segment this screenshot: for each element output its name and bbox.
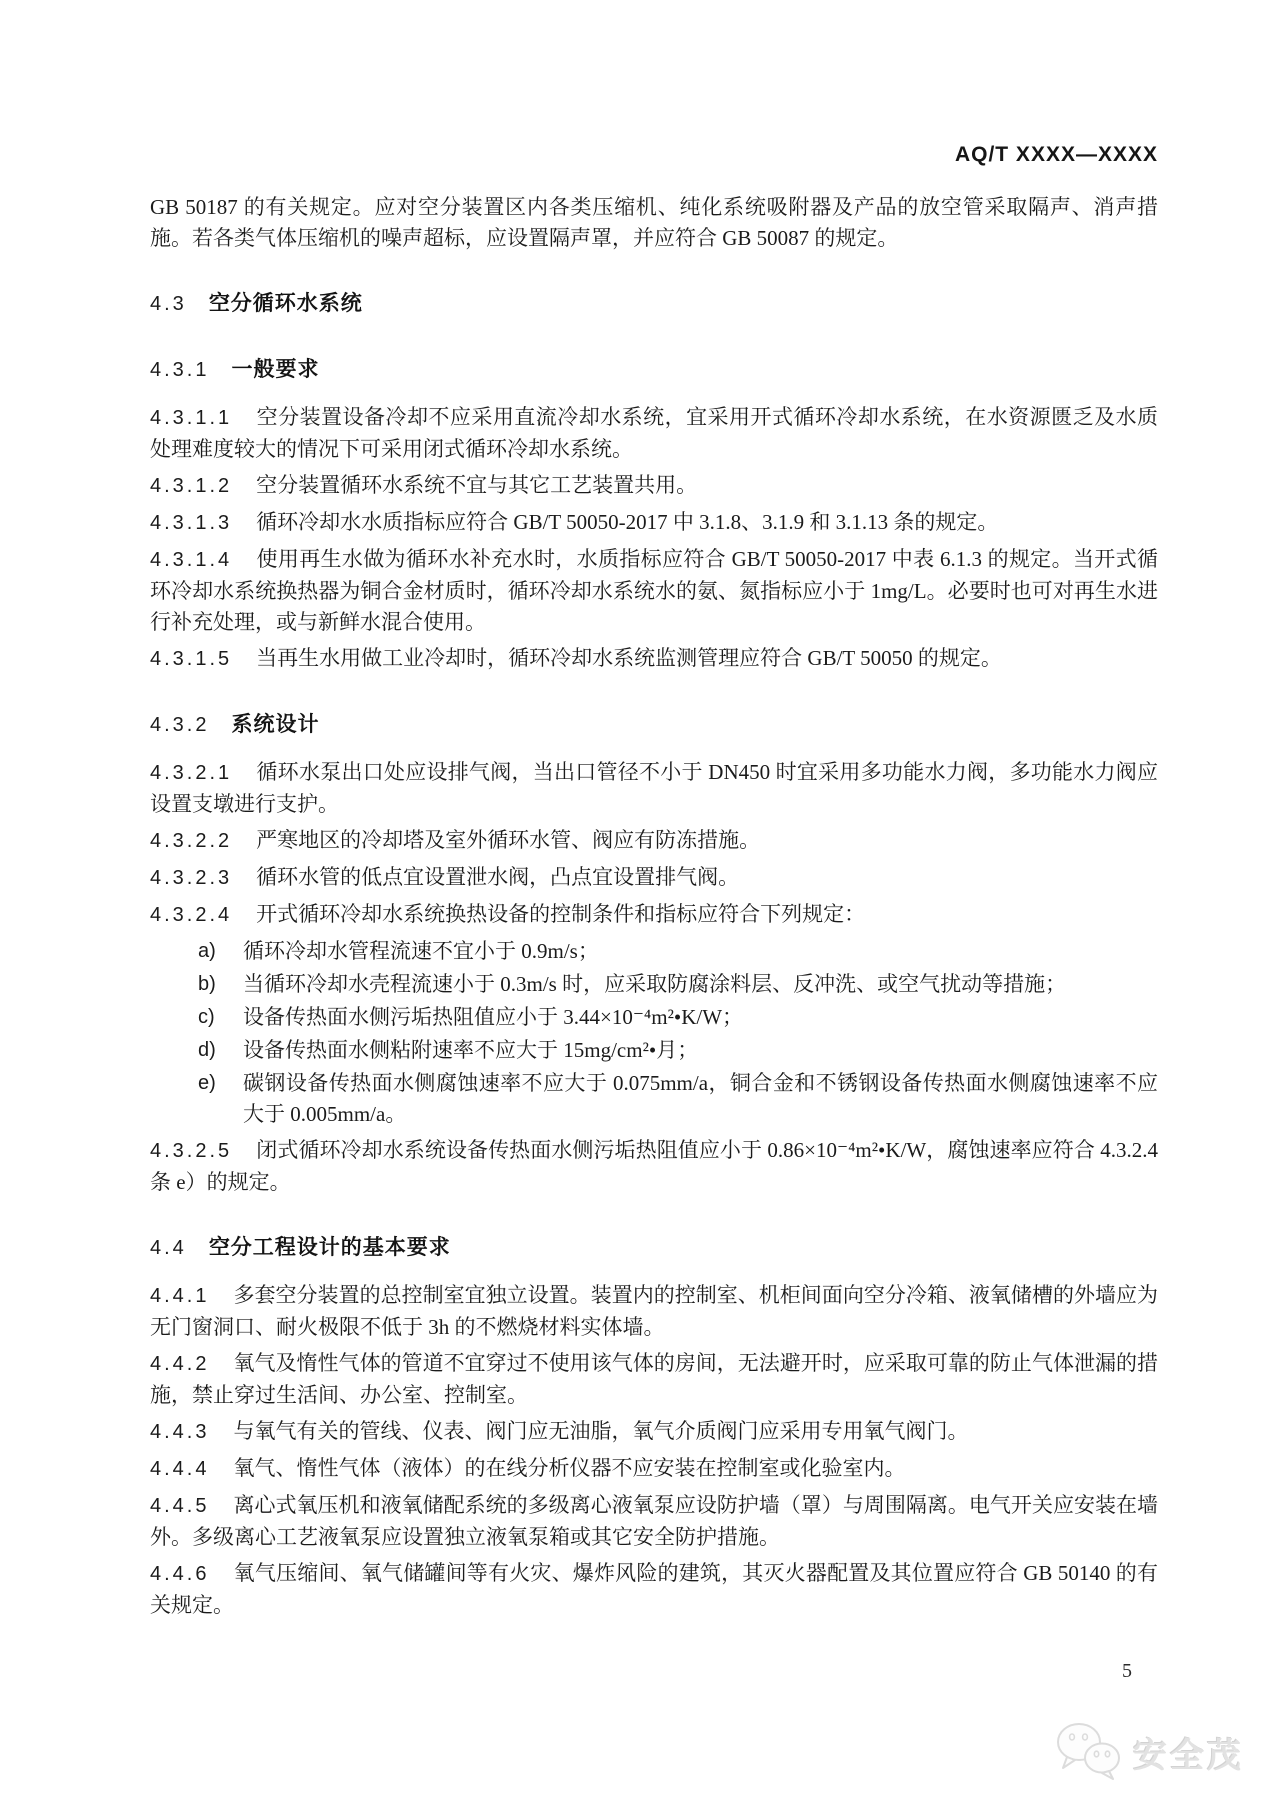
clause-text: 严寒地区的冷却塔及室外循环水管、阀应有防冻措施。 (256, 828, 761, 852)
clause-number: 4.3.2.5 (150, 1140, 233, 1162)
clause-text: 循环水管的低点宜设置泄水阀，凸点宜设置排气阀。 (256, 865, 740, 889)
clause-4-3-2-3 (150, 862, 1158, 894)
list-marker: c) (198, 1006, 215, 1028)
list-item-a (150, 936, 1158, 967)
clause-number: 4.3.2.3 (150, 867, 233, 889)
section-title: 一般要求 (231, 358, 320, 381)
clause-number: 4.4.3 (150, 1421, 210, 1443)
clause-number: 4.4.6 (150, 1563, 210, 1585)
clause-number: 4.3.1.5 (150, 648, 233, 670)
clause-4-4-1 (150, 1280, 1158, 1343)
clause-number: 4.4.1 (150, 1285, 210, 1307)
clause-number: 4.3.1.4 (150, 549, 233, 571)
clause-text: 氧气及惰性气体的管道不宜穿过不使用该气体的房间，无法避开时，应采取可靠的防止气体泄漏的措施，禁止穿过生活间、办公室、控制室。 (150, 1351, 1158, 1407)
clause-text: 循环水泵出口处应设排气阀，当出口管径不小于 DN450 时宜采用多功能水力阀，多功能水力阀应设置支墩进行支护。 (150, 760, 1158, 816)
section-number: 4.3.2 (150, 714, 210, 736)
list-marker: d) (198, 1039, 216, 1061)
clause-4-3-2-1 (150, 757, 1158, 820)
clause-text: 多套空分装置的总控制室宜独立设置。装置内的控制室、机柜间面向空分冷箱、液氧储槽的外墙应为无门窗洞口、耐火极限不低于 3h 的不燃烧材料实体墙。 (150, 1283, 1158, 1339)
clause-text: 使用再生水做为循环水补充水时，水质指标应符合 GB/T 50050-2017 中表 6.1.3 的规定。当开式循环冷却水系统换热器为铜合金材质时，循环冷却水系统水的氨、氮指标应小于 1mg/L。必要时也可对再生水进行补充处理，或与新鲜水混合使用。 (150, 547, 1158, 634)
clause-4-4-2 (150, 1348, 1158, 1411)
section-heading-4-4 (150, 1232, 1158, 1264)
list-marker: a) (198, 940, 216, 962)
wechat-bubbles-icon (1053, 1720, 1125, 1785)
clause-4-4-3 (150, 1416, 1158, 1448)
section-title: 空分工程设计的基本要求 (208, 1236, 451, 1259)
list-item-d (150, 1035, 1158, 1066)
section-title: 系统设计 (231, 713, 320, 736)
page-number: 5 (1122, 1660, 1132, 1682)
clause-4-4-4 (150, 1453, 1158, 1485)
clause-4-4-6 (150, 1558, 1158, 1621)
clause-4-3-1-5 (150, 643, 1158, 675)
section-number: 4.3 (150, 293, 187, 315)
clause-4-3-1-1 (150, 402, 1158, 465)
clause-4-4-5 (150, 1490, 1158, 1553)
paragraph-continuation: GB 50187 的有关规定。应对空分装置区内各类压缩机、纯化系统吸附器及产品的放空管采取隔声、消声措施。若各类气体压缩机的噪声超标，应设置隔声罩，并应符合 GB 50087 的规定。 (150, 195, 1158, 250)
clause-4-3-1-2 (150, 470, 1158, 502)
list-item-text: 设备传热面水侧粘附速率不应大于 15mg/cm²•月； (243, 1038, 699, 1062)
clause-list-4-3-2-4 (150, 936, 1158, 1130)
clause-number: 4.4.5 (150, 1495, 210, 1517)
section-title: 空分循环水系统 (208, 292, 363, 315)
clause-4-3-1-4 (150, 544, 1158, 638)
list-item-e (150, 1068, 1158, 1130)
list-marker: e) (198, 1072, 216, 1094)
clause-text: 空分装置设备冷却不应采用直流冷却水系统，宜采用开式循环冷却水系统，在水资源匮乏及水质处理难度较大的情况下可采用闭式循环冷却水系统。 (150, 405, 1158, 461)
clause-number: 4.4.2 (150, 1353, 210, 1375)
watermark (1053, 1720, 1244, 1785)
watermark-label: 安全茂 (1133, 1737, 1244, 1775)
clause-text: 氧气压缩间、氧气储罐间等有火灾、爆炸风险的建筑，其灭火器配置及其位置应符合 GB 50140 的有关规定。 (150, 1561, 1158, 1617)
list-item-text: 设备传热面水侧污垢热阻值应小于 3.44×10⁻⁴m²•K/W； (243, 1005, 744, 1029)
clause-4-3-2-2 (150, 825, 1158, 857)
clause-number: 4.3.2.4 (150, 904, 233, 926)
list-item-text: 当循环冷却水壳程流速小于 0.3m/s 时，应采取防腐涂料层、反冲洗、或空气扰动等措施； (243, 972, 1067, 996)
section-heading-4-3-2 (150, 709, 1158, 741)
list-item-text: 循环冷却水管程流速不宜小于 0.9m/s； (243, 939, 599, 963)
clause-number: 4.3.1.1 (150, 407, 233, 429)
clause-text: 与氧气有关的管线、仪表、阀门应无油脂，氧气介质阀门应采用专用氧气阀门。 (233, 1419, 969, 1443)
clause-4-3-2-4 (150, 899, 1158, 931)
clause-number: 4.3.2.1 (150, 762, 233, 784)
section-number: 4.4 (150, 1237, 187, 1259)
clause-4-3-2-5 (150, 1135, 1158, 1198)
clause-text: 当再生水用做工业冷却时，循环冷却水系统监测管理应符合 GB/T 50050 的规定。 (256, 646, 1002, 670)
clause-text: 闭式循环冷却水系统设备传热面水侧污垢热阻值应小于 0.86×10⁻⁴m²•K/W，腐蚀速率应符合 4.3.2.4 条 e）的规定。 (150, 1138, 1158, 1194)
clause-number: 4.3.1.2 (150, 475, 233, 497)
clause-text: 循环冷却水水质指标应符合 GB/T 50050-2017 中 3.1.8、3.1.9 和 3.1.13 条的规定。 (256, 510, 999, 534)
clause-text: 离心式氧压机和液氧储配系统的多级离心液氧泵应设防护墙（罩）与周围隔离。电气开关应安装在墙外。多级离心工艺液氧泵应设置独立液氧泵箱或其它安全防护措施。 (150, 1493, 1158, 1549)
document-content (150, 142, 1158, 1626)
clause-text: 氧气、惰性气体（液体）的在线分析仪器不应安装在控制室或化验室内。 (233, 1456, 906, 1480)
clause-text: 空分装置循环水系统不宜与其它工艺装置共用。 (256, 473, 698, 497)
list-item-text: 碳钢设备传热面水侧腐蚀速率不应大于 0.075mm/a，铜合金和不锈钢设备传热面水侧腐蚀速率不应大于 0.005mm/a。 (243, 1071, 1158, 1126)
list-item-c (150, 1002, 1158, 1033)
clause-number: 4.3.2.2 (150, 830, 233, 852)
section-heading-4-3-1 (150, 354, 1158, 386)
document-code: AQ/T XXXX—XXXX (954, 143, 1158, 166)
clause-4-3-1-3 (150, 507, 1158, 539)
clause-text: 开式循环冷却水系统换热设备的控制条件和指标应符合下列规定： (256, 902, 866, 926)
section-heading-4-3 (150, 288, 1158, 320)
section-number: 4.3.1 (150, 359, 210, 381)
list-marker: b) (198, 973, 216, 995)
clause-number: 4.3.1.3 (150, 512, 233, 534)
clause-number: 4.4.4 (150, 1458, 210, 1480)
list-item-b (150, 969, 1158, 1000)
